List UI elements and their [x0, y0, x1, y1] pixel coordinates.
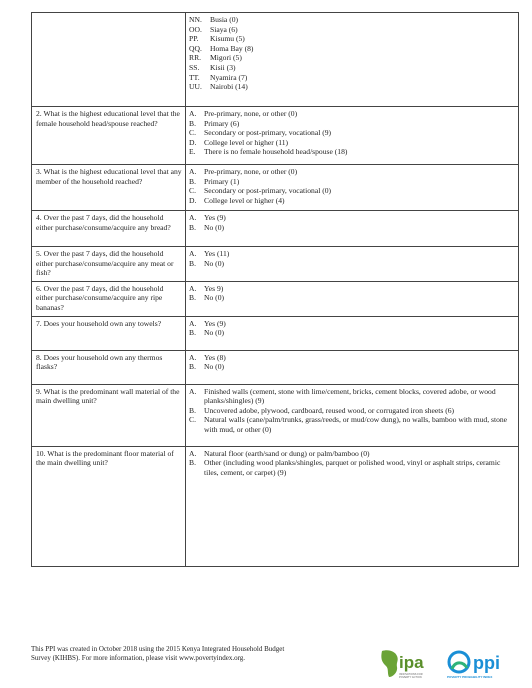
answer-option [189, 415, 515, 434]
option-text: Nyamira (7) [210, 72, 248, 82]
option-text: Yes (11) [204, 249, 230, 258]
option-text: No (0) [204, 293, 225, 303]
svg-text:ppi: ppi [473, 653, 500, 673]
answer-option [189, 82, 515, 92]
question-row [32, 211, 519, 247]
option-text: Siaya (6) [210, 24, 238, 34]
option-label: B. [189, 405, 196, 415]
question-row [32, 247, 519, 282]
answer-option [189, 147, 515, 157]
option-label: C. [189, 128, 196, 138]
answer-option [189, 387, 515, 406]
option-label: PP. [189, 34, 199, 44]
answer-option [189, 213, 515, 223]
option-text: Homa Bay (8) [210, 43, 254, 53]
answer-option [189, 249, 515, 259]
question-cell: 9. What is the predominant wall material of the main dwelling unit? [32, 384, 186, 446]
option-label: A. [189, 109, 197, 118]
option-label: RR. [189, 53, 202, 63]
option-text: Kisii (3) [210, 62, 236, 72]
options-cell [186, 446, 519, 566]
option-text: No (0) [204, 258, 225, 268]
options-cell [186, 350, 519, 384]
option-label: B. [189, 458, 196, 468]
option-label: D. [189, 137, 197, 147]
ppi-logo [446, 648, 520, 680]
options-cell [186, 13, 519, 107]
option-label: TT. [189, 72, 200, 82]
option-label: A. [189, 352, 197, 362]
options-cell [186, 281, 519, 316]
options-cell [186, 211, 519, 247]
question-row [32, 13, 519, 107]
option-label: B. [189, 176, 196, 186]
option-label: A. [189, 249, 197, 258]
option-label: A. [189, 386, 197, 396]
answer-option [189, 177, 515, 187]
answer-option [189, 406, 515, 416]
answer-option [189, 128, 515, 138]
option-text: Nairobi (14) [210, 82, 248, 92]
question-cell: 7. Does your household own any towels? [32, 316, 186, 350]
option-label: B. [189, 362, 196, 372]
question-cell: 3. What is the highest educational level that any member of the household reached? [32, 165, 186, 211]
answer-option [189, 319, 515, 329]
question-row [32, 165, 519, 211]
option-text: Other (including wood planks/shingles, parquet or polished wood, vinyl or asphalt strips, ceramic tiles, cement, or carpet) (9) [204, 458, 501, 477]
answer-option [189, 196, 515, 206]
option-text: No (0) [204, 328, 225, 338]
option-text: College level or higher (11) [204, 137, 289, 147]
options-cell [186, 316, 519, 350]
options-cell [186, 247, 519, 282]
answer-option [189, 167, 515, 177]
answer-option [189, 293, 515, 303]
option-label: B. [189, 222, 196, 232]
answer-option [189, 73, 515, 83]
option-label: QQ. [189, 43, 202, 53]
answer-option [189, 362, 515, 372]
answer-option [189, 109, 515, 119]
answer-option [189, 328, 515, 338]
answer-option [189, 44, 515, 54]
answer-option [189, 458, 515, 477]
question-cell: 8. Does your household own any thermos flasks? [32, 350, 186, 384]
option-text: Yes (9) [204, 213, 226, 222]
answer-option [189, 186, 515, 196]
option-label: UU. [189, 82, 202, 92]
answer-option [189, 138, 515, 148]
answer-option [189, 259, 515, 269]
svg-text:POVERTY ACTION: POVERTY ACTION [399, 676, 422, 679]
option-label: B. [189, 328, 196, 338]
svg-text:ipa: ipa [399, 653, 424, 672]
options-cell [186, 165, 519, 211]
option-text: Yes (8) [204, 352, 226, 362]
option-label: A. [189, 283, 197, 293]
option-label: C. [189, 186, 196, 196]
option-text: Busia (0) [210, 15, 239, 24]
option-label: B. [189, 118, 196, 128]
answer-option [189, 25, 515, 35]
option-label: A. [189, 448, 197, 458]
answer-option [189, 353, 515, 363]
answer-option [189, 63, 515, 73]
option-text: Kisumu (5) [210, 34, 245, 44]
answer-option [189, 449, 515, 459]
options-cell [186, 107, 519, 165]
answer-option [189, 15, 515, 25]
option-text: Primary (6) [204, 118, 240, 128]
option-text: Migori (5) [210, 53, 242, 63]
option-text: There is no female household head/spouse (18) [204, 147, 348, 157]
question-cell: 10. What is the predominant floor material of the main dwelling unit? [32, 446, 186, 566]
question-cell: 6. Over the past 7 days, did the household either purchase/consume/acquire any ripe bananas? [32, 281, 186, 316]
question-row [32, 384, 519, 446]
option-label: SS. [189, 62, 200, 72]
question-cell: 5. Over the past 7 days, did the household either purchase/consume/acquire any meat or fish? [32, 247, 186, 282]
option-label: C. [189, 415, 196, 425]
option-text: Pre-primary, none, or other (0) [204, 167, 298, 176]
answer-option [189, 223, 515, 233]
question-row [32, 281, 519, 316]
option-text: Secondary or post-primary, vocational (0) [204, 186, 332, 196]
question-cell [32, 13, 186, 107]
svg-text:POVERTY PROBABILITY INDEX: POVERTY PROBABILITY INDEX [447, 675, 493, 679]
answer-option [189, 53, 515, 63]
option-label: A. [189, 213, 197, 222]
question-row [32, 350, 519, 384]
option-text: Natural walls (cane/palm/trunks, grass/reeds, or mud/cow dung), no walls, bamboo with mud, stone with mud, or other (0) [204, 415, 508, 434]
option-text: No (0) [204, 362, 225, 372]
question-row [32, 446, 519, 566]
option-text: Primary (1) [204, 176, 240, 186]
option-text: Yes 9) [204, 283, 224, 293]
question-cell: 2. What is the highest educational level that the female household head/spouse reached? [32, 107, 186, 165]
option-text: Secondary or post-primary, vocational (9) [204, 128, 332, 138]
option-text: Finished walls (cement, stone with lime/cement, bricks, cement blocks, covered adobe, or wood planks/shingles) (9) [204, 386, 496, 406]
option-text: Pre-primary, none, or other (0) [204, 109, 298, 118]
option-label: A. [189, 318, 197, 328]
answer-option [189, 284, 515, 294]
option-label: B. [189, 258, 196, 268]
footer-note: This PPI was created in October 2018 using the 2015 Kenya Integrated Household Budget Survey (KIHBS). For more information, please visit www.povertyindex.org. [31, 645, 285, 662]
option-label: D. [189, 195, 197, 205]
ppi-scorecard-table [31, 12, 519, 567]
question-row [32, 316, 519, 350]
options-cell [186, 384, 519, 446]
option-label: A. [189, 167, 197, 176]
question-row [32, 107, 519, 165]
option-label: B. [189, 293, 196, 303]
option-text: College level or higher (4) [204, 195, 285, 205]
option-label: E. [189, 147, 196, 157]
svg-text:INNOVATIONS FOR: INNOVATIONS FOR [399, 673, 423, 676]
option-label: OO. [189, 24, 202, 34]
answer-option [189, 34, 515, 44]
option-label: NN. [189, 15, 202, 24]
option-text: Uncovered adobe, plywood, cardboard, reused wood, or corrugated iron sheets (6) [204, 405, 455, 415]
question-cell: 4. Over the past 7 days, did the household either purchase/consume/acquire any bread? [32, 211, 186, 247]
ipa-logo [378, 648, 440, 680]
option-text: Natural floor (earth/sand or dung) or palm/bamboo (0) [204, 448, 370, 458]
option-text: Yes (9) [204, 318, 226, 328]
answer-option [189, 119, 515, 129]
option-text: No (0) [204, 222, 225, 232]
